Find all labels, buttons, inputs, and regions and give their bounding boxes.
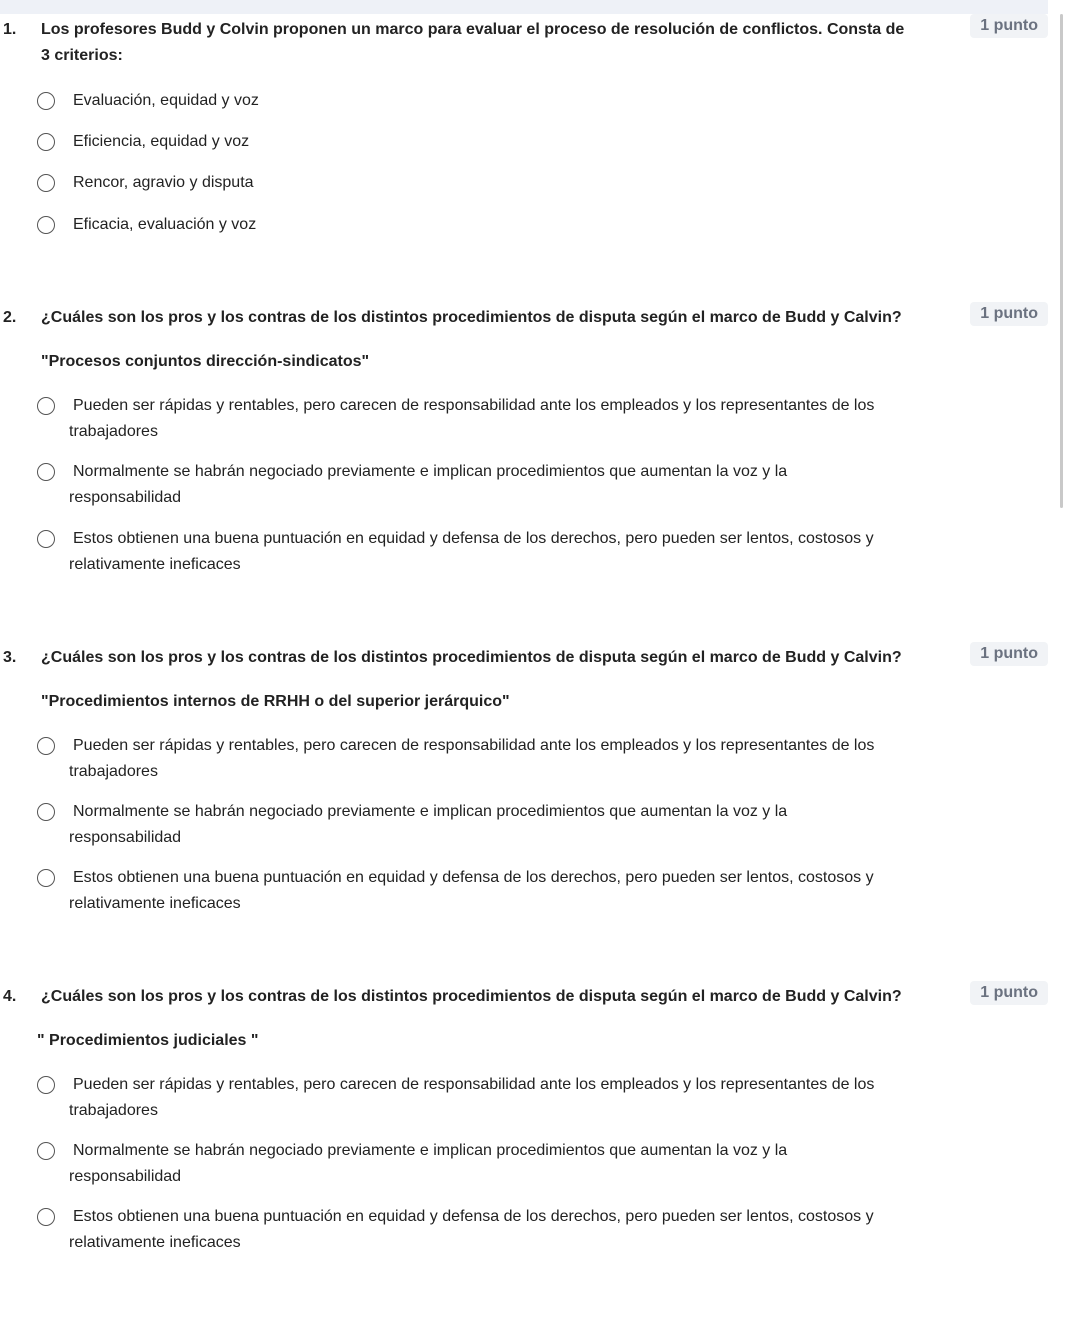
radio-button[interactable] xyxy=(37,869,55,887)
question-title: ¿Cuáles son los pros y los contras de los distintos procedimientos de disputa según el marco de Budd y Calvin? xyxy=(41,988,902,1005)
option-label: Normalmente se habrán negociado previamente e implican procedimientos que aumentan la voz y la responsabilidad xyxy=(69,803,788,846)
option-label: Pueden ser rápidas y rentables, pero carecen de responsabilidad ante los empleados y los representantes de los trabajadores xyxy=(69,397,875,440)
option-2[interactable] xyxy=(37,463,897,511)
question-subtitle: "Procedimientos internos de RRHH o del superior jerárquico" xyxy=(41,693,510,710)
option-label: Rencor, agravio y disputa xyxy=(73,174,254,191)
option-label: Pueden ser rápidas y rentables, pero carecen de responsabilidad ante los empleados y los representantes de los trabajadores xyxy=(69,737,875,780)
radio-button[interactable] xyxy=(37,1142,55,1160)
radio-button[interactable] xyxy=(37,133,55,151)
radio-button[interactable] xyxy=(37,463,55,481)
option-label: Pueden ser rápidas y rentables, pero carecen de responsabilidad ante los empleados y los representantes de los trabajadores xyxy=(69,1076,875,1119)
points-badge: 1 punto xyxy=(970,981,1048,1005)
question-subtitle: "Procesos conjuntos dirección-sindicatos" xyxy=(41,353,370,370)
option-label: Eficiencia, equidad y voz xyxy=(73,133,250,150)
radio-button[interactable] xyxy=(37,1208,55,1226)
option-label: Estos obtienen una buena puntuación en equidad y defensa de los derechos, pero pueden ser lentos, costosos y relativamente ineficaces xyxy=(69,869,874,912)
radio-button[interactable] xyxy=(37,737,55,755)
scrollbar[interactable] xyxy=(1060,14,1063,508)
points-badge: 1 punto xyxy=(970,14,1048,38)
option-3[interactable] xyxy=(37,1208,897,1256)
question-title: ¿Cuáles son los pros y los contras de los distintos procedimientos de disputa según el marco de Budd y Calvin? xyxy=(41,649,902,666)
question-subtitle: " Procedimientos judiciales " xyxy=(37,1032,259,1049)
points-badge: 1 punto xyxy=(970,302,1048,326)
option-2[interactable] xyxy=(37,803,897,851)
points-badge: 1 punto xyxy=(970,642,1048,666)
option-label: Normalmente se habrán negociado previamente e implican procedimientos que aumentan la voz y la responsabilidad xyxy=(69,1142,788,1185)
radio-button[interactable] xyxy=(37,1076,55,1094)
radio-button[interactable] xyxy=(37,92,55,110)
radio-button[interactable] xyxy=(37,397,55,415)
question-number: 2. xyxy=(3,309,17,326)
radio-button[interactable] xyxy=(37,530,55,548)
radio-button[interactable] xyxy=(37,803,55,821)
radio-button[interactable] xyxy=(37,216,55,234)
option-2[interactable] xyxy=(37,133,897,155)
option-label: Estos obtienen una buena puntuación en equidad y defensa de los derechos, pero pueden ser lentos, costosos y relativamente ineficaces xyxy=(69,530,874,573)
option-3[interactable] xyxy=(37,869,897,917)
option-1[interactable] xyxy=(37,397,897,445)
question-number: 3. xyxy=(3,649,17,666)
question-title: ¿Cuáles son los pros y los contras de los distintos procedimientos de disputa según el marco de Budd y Calvin? xyxy=(41,309,902,326)
question-title: Los profesores Budd y Colvin proponen un marco para evaluar el proceso de resolución de conflictos. Consta de 3 criterios: xyxy=(41,21,905,64)
option-label: Evaluación, equidad y voz xyxy=(73,92,259,109)
option-3[interactable] xyxy=(37,530,897,578)
question-number: 4. xyxy=(3,988,17,1005)
option-1[interactable] xyxy=(37,737,897,785)
option-1[interactable] xyxy=(37,1076,897,1124)
option-label: Normalmente se habrán negociado previamente e implican procedimientos que aumentan la voz y la responsabilidad xyxy=(69,463,788,506)
option-4[interactable] xyxy=(37,216,897,238)
option-1[interactable] xyxy=(37,92,897,114)
option-label: Eficacia, evaluación y voz xyxy=(73,216,257,233)
option-label: Estos obtienen una buena puntuación en equidad y defensa de los derechos, pero pueden ser lentos, costosos y relativamente ineficaces xyxy=(69,1208,874,1251)
option-3[interactable] xyxy=(37,174,897,196)
radio-button[interactable] xyxy=(37,174,55,192)
top-strip xyxy=(0,0,1048,14)
question-number: 1. xyxy=(3,21,17,38)
option-2[interactable] xyxy=(37,1142,897,1190)
